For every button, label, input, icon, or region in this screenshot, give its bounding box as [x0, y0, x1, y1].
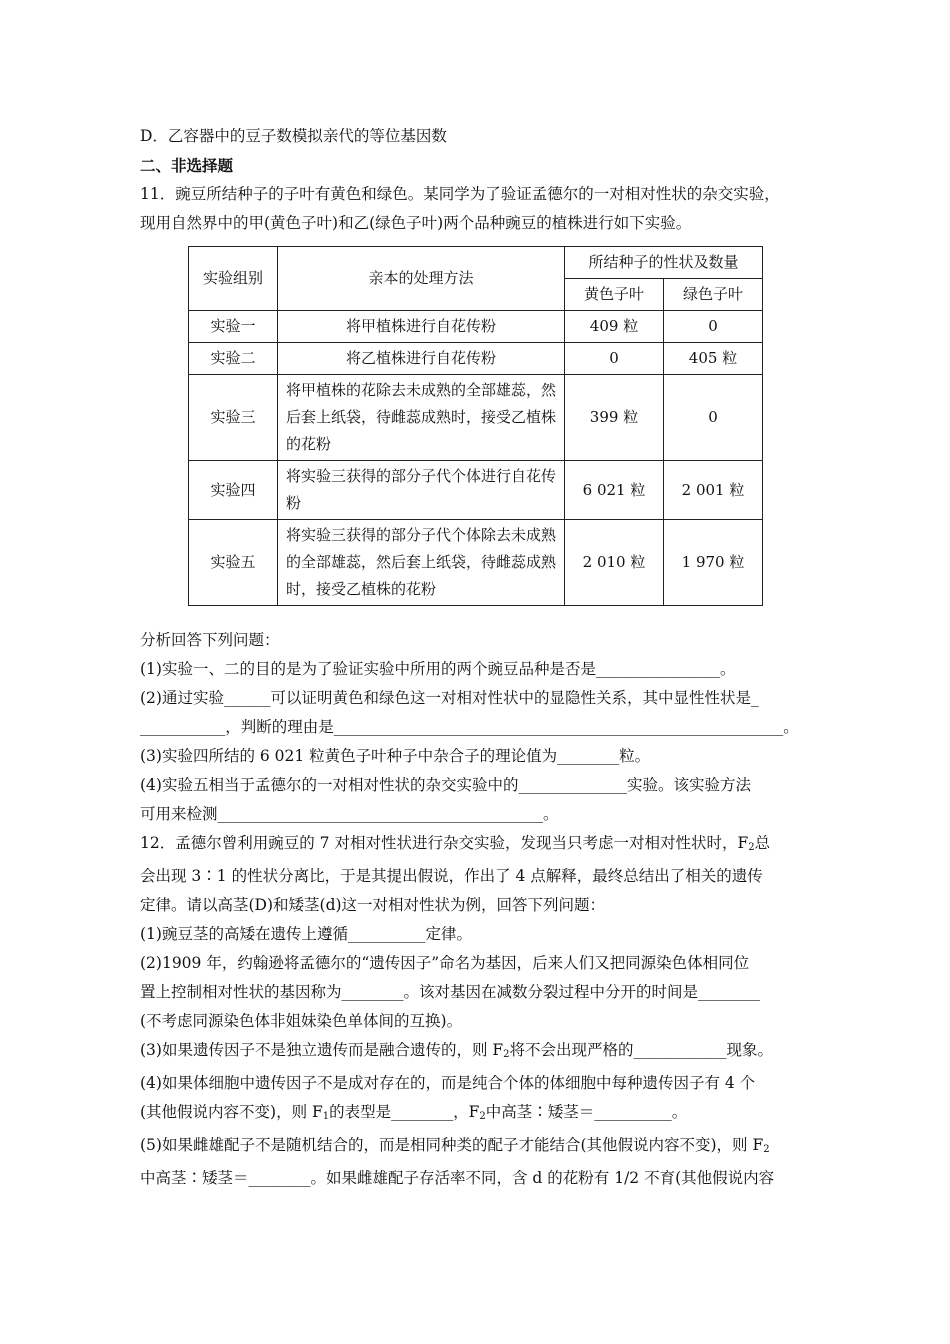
row-green: 2 001 粒 — [664, 461, 763, 520]
section-title: 二、非选择题 — [140, 156, 234, 175]
table-header-row — [189, 247, 763, 279]
header-method: 亲本的处理方法 — [278, 247, 565, 311]
option-d: D．乙容器中的豆子数模拟亲代的等位基因数 — [140, 127, 447, 145]
subscript: 1 — [322, 1111, 330, 1122]
row-yellow: 409 粒 — [565, 311, 664, 343]
row-yellow: 6 021 粒 — [565, 461, 664, 520]
q12-part-2-line-3: (不考虑同源染色体非姐妹染色单体间的互换)。 — [140, 1012, 463, 1030]
q11-intro-line-1: 11．豌豆所结种子的子叶有黄色和绿色。某同学为了验证孟德尔的一对相对性状的杂交实验， — [140, 185, 780, 203]
row-method: 将乙植株进行自花传粉 — [278, 343, 565, 375]
header-result: 所结种子的性状及数量 — [565, 247, 763, 279]
q12-part-4-2c: 中高茎∶矮茎＝__________。 — [485, 1103, 688, 1121]
q12-intro-1a: 12．孟德尔曾利用豌豆的 7 对相对性状进行杂交实验，发现当只考虑一对相对性状时，F — [140, 834, 749, 852]
q12-intro-1b: 总 — [754, 834, 771, 852]
row-green: 1 970 粒 — [664, 520, 763, 606]
row-green: 0 — [664, 311, 763, 343]
q12-part-2-line-2: 置上控制相对性状的基因称为________。该对基因在减数分裂过程中分开的时间是________ — [140, 983, 761, 1001]
q12-part-4-line-1: (4)如果体细胞中遗传因子不是成对存在的，而是纯合个体的体细胞中每种遗传因子有 4 个 — [140, 1074, 756, 1092]
q12-part-4-2a: (其他假说内容不变)，则 F — [140, 1103, 323, 1121]
subscript: 2 — [479, 1111, 486, 1122]
row-method: 将实验三获得的部分子代个体除去未成熟的全部雄蕊，然后套上纸袋，待雌蕊成熟时，接受乙植株的花粉 — [278, 520, 565, 606]
row-method: 将甲植株进行自花传粉 — [278, 311, 565, 343]
q12-intro-line-3: 定律。请以高茎(D)和矮茎(d)这一对相对性状为例，回答下列问题： — [140, 896, 606, 914]
table-row — [189, 311, 763, 343]
row-green: 0 — [664, 375, 763, 461]
q12-part-3 — [140, 1036, 812, 1069]
header-group: 实验组别 — [189, 247, 278, 311]
q11-part-3: (3)实验四所结的 6 021 粒黄色子叶种子中杂合子的理论值为________粒。 — [140, 747, 651, 765]
q12-part-5-line-2: 中高茎∶矮茎＝________。如果雌雄配子存活率不同，含 d 的花粉有 1/2 不育(其他假说内容 — [140, 1169, 775, 1187]
row-green: 405 粒 — [664, 343, 763, 375]
q12-part-1: (1)豌豆茎的高矮在遗传上遵循__________定律。 — [140, 925, 472, 943]
q11-part-1: (1)实验一、二的目的是为了验证实验中所用的两个豌豆品种是否是________________。 — [140, 660, 736, 678]
q12-intro-line-1 — [140, 829, 812, 862]
row-method: 将实验三获得的部分子代个体进行自花传粉 — [278, 461, 565, 520]
experiment-table — [188, 246, 763, 606]
row-method: 将甲植株的花除去未成熟的全部雄蕊，然后套上纸袋，待雌蕊成熟时，接受乙植株的花粉 — [278, 375, 565, 461]
q11-part-4-line-2: 可用来检测__________________________________________。 — [140, 805, 559, 823]
q12-part-3b: 将不会出现严格的____________现象。 — [509, 1041, 774, 1059]
table-row — [189, 375, 763, 461]
q12-intro-line-2: 会出现 3∶1 的性状分离比，于是其提出假说，作出了 4 点解释，最终总结出了相关的遗传 — [140, 867, 763, 885]
q12-part-5-1a: (5)如果雌雄配子不是随机结合的，而是相同种类的配子才能结合(其他假说内容不变)，则 F — [140, 1136, 764, 1154]
header-green: 绿色子叶 — [664, 279, 763, 311]
row-yellow: 0 — [565, 343, 664, 375]
q11-prompt: 分析回答下列问题： — [140, 631, 280, 649]
table-row — [189, 343, 763, 375]
q11-intro-line-2: 现用自然界中的甲(黄色子叶)和乙(绿色子叶)两个品种豌豆的植株进行如下实验。 — [140, 214, 692, 232]
header-yellow: 黄色子叶 — [565, 279, 664, 311]
subscript: 2 — [763, 1144, 770, 1155]
subscript: 2 — [503, 1049, 510, 1060]
q12-part-4-line-2 — [140, 1098, 812, 1131]
row-group: 实验三 — [189, 375, 278, 461]
subscript: 2 — [748, 842, 755, 853]
q11-part-2-line-2: ___________，判断的理由是__________________________________________________________。 — [140, 718, 799, 736]
q12-part-5-line-1 — [140, 1131, 812, 1164]
q12-part-3a: (3)如果遗传因子不是独立遗传而是融合遗传的，则 F — [140, 1041, 504, 1059]
row-group: 实验四 — [189, 461, 278, 520]
row-group: 实验五 — [189, 520, 278, 606]
q11-part-4-line-1: (4)实验五相当于孟德尔的一对相对性状的杂交实验中的______________实验。该实验方法 — [140, 776, 751, 794]
row-yellow: 399 粒 — [565, 375, 664, 461]
q12-part-2-line-1: (2)1909 年，约翰逊将孟德尔的“遗传因子”命名为基因，后来人们又把同源染色体相同位 — [140, 954, 750, 972]
table-row — [189, 520, 763, 606]
q11-part-2-line-1: (2)通过实验______可以证明黄色和绿色这一对相对性状中的显隐性关系，其中显性性状是_ — [140, 689, 759, 707]
row-yellow: 2 010 粒 — [565, 520, 664, 606]
row-group: 实验二 — [189, 343, 278, 375]
q12-part-4-2b: 的表型是________，F — [329, 1103, 480, 1121]
row-group: 实验一 — [189, 311, 278, 343]
table-row — [189, 461, 763, 520]
document-page — [140, 112, 812, 1193]
